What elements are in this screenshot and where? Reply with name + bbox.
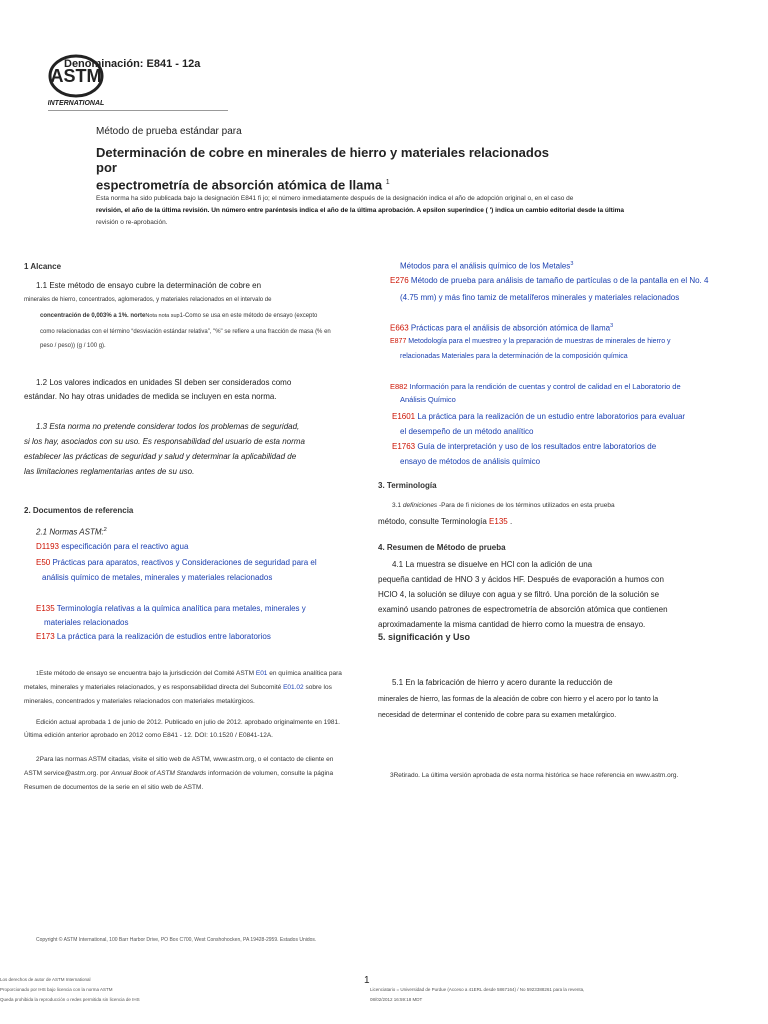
ref-e276[interactable] <box>390 274 708 287</box>
footnote-2b-pre: ASTM service@astm.org. por <box>24 770 112 777</box>
footnote-1b-text: metales, minerales y materiales relacionados, y es responsabilidad directa del Subcomité <box>24 684 282 691</box>
ref-e135-text[interactable]: Terminología relativas a la química analítica para metales, minerales y <box>54 604 306 613</box>
footer-left-2: Proporcionado por IHS bajo licencia con la norma ASTM <box>0 987 113 992</box>
notice-line-3: revisión o re-aprobación. <box>96 219 168 226</box>
para-1-3a: 1.3 Esta norma no pretende considerar todos los problemas de seguridad, <box>36 422 300 431</box>
para-3-1b-link[interactable]: E135 <box>489 517 508 526</box>
logo-text: ASTM <box>50 66 102 86</box>
ref-e663-code[interactable]: E663 <box>390 323 409 333</box>
para-4-1e: aproximadamente la misma cantidad de hierro como la muestra de ensayo. <box>378 620 646 629</box>
section-2-heading: 2. Documentos de referencia <box>24 506 134 515</box>
ref-e50-text[interactable]: Prácticas para aparatos, reactivos y Consideraciones de seguridad para el <box>50 558 317 567</box>
title-sup: 1 <box>385 179 390 186</box>
para-5-1b: minerales de hierro, las formas de la aleación de cobre con hierro y el acero por lo tanto la <box>378 696 659 703</box>
para-4-1a: 4.1 La muestra se disuelve en HCl con la adición de una <box>392 560 593 569</box>
section-5-heading: 5. significación y Uso <box>378 632 471 642</box>
ref-e276-text-2[interactable]: (4.75 mm) y más fino tamiz de metalíferos minerales y materiales relacionados <box>400 293 680 302</box>
ref-e882-code[interactable]: E882 <box>390 382 408 391</box>
logo-subtext: INTERNATIONAL <box>48 100 105 107</box>
footer-right-2: 08/02/2012 16:59:18 MDT <box>370 997 423 1002</box>
ref-e135-text-2[interactable]: materiales relacionados <box>44 618 129 627</box>
para-4-1b: pequeña cantidad de HNO 3 y ácidos HF. Después de evaporación a humos con <box>378 575 664 584</box>
footer-left-3: Queda prohibida la reproducción o redes permitida sin licencia de IHS <box>0 997 140 1002</box>
para-5-1c: necesidad de determinar el contenido de cobre para su examen metalúrgico. <box>378 712 617 719</box>
section-1-heading: 1 Alcance <box>24 262 62 271</box>
para-3-1b-text: método, consulte Terminología <box>378 517 490 526</box>
para-1-1d: como relacionadas con el término “desviación estándar relativa”, "%" se refiere a una fracción de masa (% en <box>40 329 331 335</box>
para-3-1-ital: definiciones <box>401 502 438 509</box>
footnote-2c: Resumen de documentos de la serie en el sitio web de ASTM. <box>24 784 204 791</box>
ref-e1601[interactable] <box>392 410 685 423</box>
para-1-1e: peso / peso)) (g / 100 g). <box>40 343 106 349</box>
ref-e50-text-2[interactable]: análisis químico de metales, minerales y materiales relacionados <box>42 573 273 582</box>
page-number: 1 <box>364 975 370 986</box>
title-line-2 <box>96 175 566 192</box>
section-4-heading: 4. Resumen de Método de prueba <box>378 543 506 552</box>
methods-heading-text: Métodos para el análisis químico de los Metales <box>400 261 571 271</box>
ref-e882-text-2[interactable]: Análisis Químico <box>400 395 456 404</box>
footnote-2b-ital: Annual Book of ASTM Standards <box>111 770 207 777</box>
ref-e173-text[interactable]: La práctica para la realización de estudios entre laboratorios <box>54 632 271 641</box>
para-1-3b: si los hay, asociados con su uso. Es responsabilidad del usuario de esta norma <box>24 437 305 446</box>
ref-e882-text[interactable]: Información para la rendición de cuentas y control de calidad en el Laboratorio de <box>407 382 681 391</box>
ref-e1601-code[interactable]: E1601 <box>392 412 416 421</box>
ref-d1193[interactable] <box>36 540 188 553</box>
page-title <box>96 145 566 192</box>
para-1-2b: estándar. No hay otras unidades de medida se incluyen en esta norma. <box>24 392 277 401</box>
para-1-1c-small: Nota nota sup <box>145 313 180 319</box>
ref-e877-text[interactable]: Metodología para el muestreo y la preparación de muestras de minerales de hierro y <box>406 338 671 345</box>
para-1-1c-rest: 1-Como se usa en este método de ensayo (excepto <box>179 313 318 319</box>
ref-d1193-text[interactable]: especificación para el reactivo agua <box>58 542 189 551</box>
ref-e1601-text-2[interactable]: el desempeño de un método analítico <box>400 427 534 436</box>
footer-right-1: Licenciatario = Universidad de Purdue (Acceso a 41ERL desde 5867164) / No 5923388261 para la reventa, <box>370 987 585 992</box>
footnote-1e: Última edición anterior aprobado en 2012 como E841 - 12. DOI: 10.1520 / E0841-12A. <box>24 732 273 739</box>
ref-e1763-text-2[interactable]: ensayo de métodos de análisis químico <box>400 457 541 466</box>
para-1-1a: 1.1 Este método de ensayo cubre la determinación de cobre en <box>36 281 262 290</box>
methods-heading-sup: 3 <box>570 261 574 267</box>
para-3-1-num: 3.1 <box>392 502 402 509</box>
standard-label: Método de prueba estándar para <box>96 126 242 137</box>
footnote-1a-rest: en química analítica para <box>267 670 342 677</box>
divider <box>48 110 228 111</box>
footer-left-1: Los derechos de autor de ASTM International <box>0 977 91 982</box>
notice-line-2 <box>96 205 656 217</box>
ref-e663-sup: 3 <box>610 323 614 329</box>
astm-standards-label <box>36 524 107 539</box>
footnote-1b-link[interactable]: E01.02 <box>283 684 304 691</box>
para-3-1a <box>392 500 615 512</box>
ref-e135[interactable] <box>36 602 306 615</box>
footnote-2b-rest: información de volumen, consulte la página <box>206 770 334 777</box>
ref-e1763[interactable] <box>392 440 656 453</box>
footnote-1a-link[interactable]: E01 <box>255 670 268 677</box>
ref-e1601-text[interactable]: La práctica para la realización de un estudio entre laboratorios para evaluar <box>415 412 686 421</box>
methods-heading <box>400 258 573 273</box>
ref-e173-code[interactable]: E173 <box>36 632 55 641</box>
para-1-1c-bold: concentración de 0,003% a 1%. norte <box>40 313 146 319</box>
para-1-2a: 1.2 Los valores indicados en unidades SI deben ser considerados como <box>36 378 292 387</box>
para-3-1b-end: . <box>507 517 513 526</box>
para-4-1c: HClO 4, la solución se diluye con agua y se filtró. Una porción de la solución se <box>378 590 660 599</box>
footnote-1a <box>36 668 342 680</box>
para-3-1-rest: -Para de fi niciones de los términos utilizados en esta prueba <box>437 502 615 509</box>
notice-block <box>96 193 656 229</box>
para-1-3c: establecer las prácticas de seguridad y salud y determinar la aplicabilidad de <box>24 452 297 461</box>
para-4-1d: examinó usando patrones de espectrometría de absorción atómica que contienen <box>378 605 668 614</box>
footnote-1d: Edición actual aprobada 1 de junio de 2012. Publicado en julio de 2012. aprobado originalmente en 1981. <box>36 719 340 726</box>
para-1-3d: las limitaciones reglamentarias antes de su uso. <box>24 467 195 476</box>
footnote-2b <box>24 768 333 780</box>
ref-e135-code[interactable]: E135 <box>36 604 55 613</box>
para-1-1c <box>40 311 317 322</box>
ref-e877[interactable] <box>390 335 671 348</box>
copyright: Copyright © ASTM International, 100 Barr Harbor Drive, PO Box C700, West Conshohocken, PA 19428-2959. Estados Unidos. <box>36 937 317 943</box>
designation: Denominación: E841 - 12a <box>64 58 201 70</box>
ref-e882[interactable] <box>390 380 681 393</box>
footnote-1c: minerales, concentrados y materiales relacionados con materiales metalúrgicos. <box>24 698 255 705</box>
astm-standards-text: 2.1 Normas ASTM: <box>36 527 104 537</box>
ref-e276-code[interactable]: E276 <box>390 276 409 285</box>
ref-e663-text[interactable]: Prácticas para el análisis de absorción atómica de llama <box>408 323 611 333</box>
footnote-1-marker: 1 <box>36 671 40 677</box>
ref-e1763-text[interactable]: Guía de interpretación y uso de los resultados entre laboratorios de <box>415 442 657 451</box>
para-5-1a: 5.1 En la fabricación de hierro y acero durante la reducción de <box>392 678 613 687</box>
ref-d1193-code[interactable]: D1193 <box>36 542 59 551</box>
ref-e50[interactable] <box>36 556 317 569</box>
ref-e173[interactable] <box>36 630 271 643</box>
ref-e276-text[interactable]: Método de prueba para análisis de tamaño de partículas o de la pantalla en el No. 4 <box>408 276 709 285</box>
footnote-1a-text: Este método de ensayo se encuentra bajo la jurisdicción del Comité ASTM <box>39 670 255 677</box>
ref-e50-code[interactable]: E50 <box>36 558 51 567</box>
footnote-2a: 2Para las normas ASTM citadas, visite el sitio web de ASTM, www.astm.org, o el contacto de cliente en <box>36 756 334 763</box>
para-1-1b: minerales de hierro, concentrados, aglomerados, y materiales relacionados en el intervalo de <box>24 297 272 303</box>
astm-standards-sup: 2 <box>103 527 107 533</box>
title-line-1: Determinación de cobre en minerales de hierro y materiales relacionados por <box>96 145 550 175</box>
ref-e877-code[interactable]: E877 <box>390 338 407 345</box>
notice-line-1: Esta norma ha sido publicada bajo la designación E841 fi jo; el número inmediatamente después de la designación indica el año de adopción original o, en el caso de <box>96 195 574 202</box>
ref-e663[interactable] <box>390 320 613 335</box>
notice-line-2-text: revisión, el año de la última revisión. Un número entre paréntesis indica el año de la última aprobación. A epsilon superíndice ( ') indica un cambio editorial desde la última <box>96 207 625 214</box>
ref-e877-text-2[interactable]: relacionadas Materiales para la determinación de la composición química <box>400 353 628 360</box>
ref-e1763-code[interactable]: E1763 <box>392 442 416 451</box>
footnote-1b <box>24 682 332 694</box>
para-3-1b <box>378 515 512 528</box>
footnote-3: 3Retirado. La última versión aprobada de esta norma histórica se hace referencia en www.astm.org. <box>390 772 679 779</box>
title-line-2-text: espectrometría de absorción atómica de llama <box>96 177 383 193</box>
section-3-heading: 3. Terminología <box>378 481 437 490</box>
footnote-1b-rest: sobre los <box>303 684 332 691</box>
